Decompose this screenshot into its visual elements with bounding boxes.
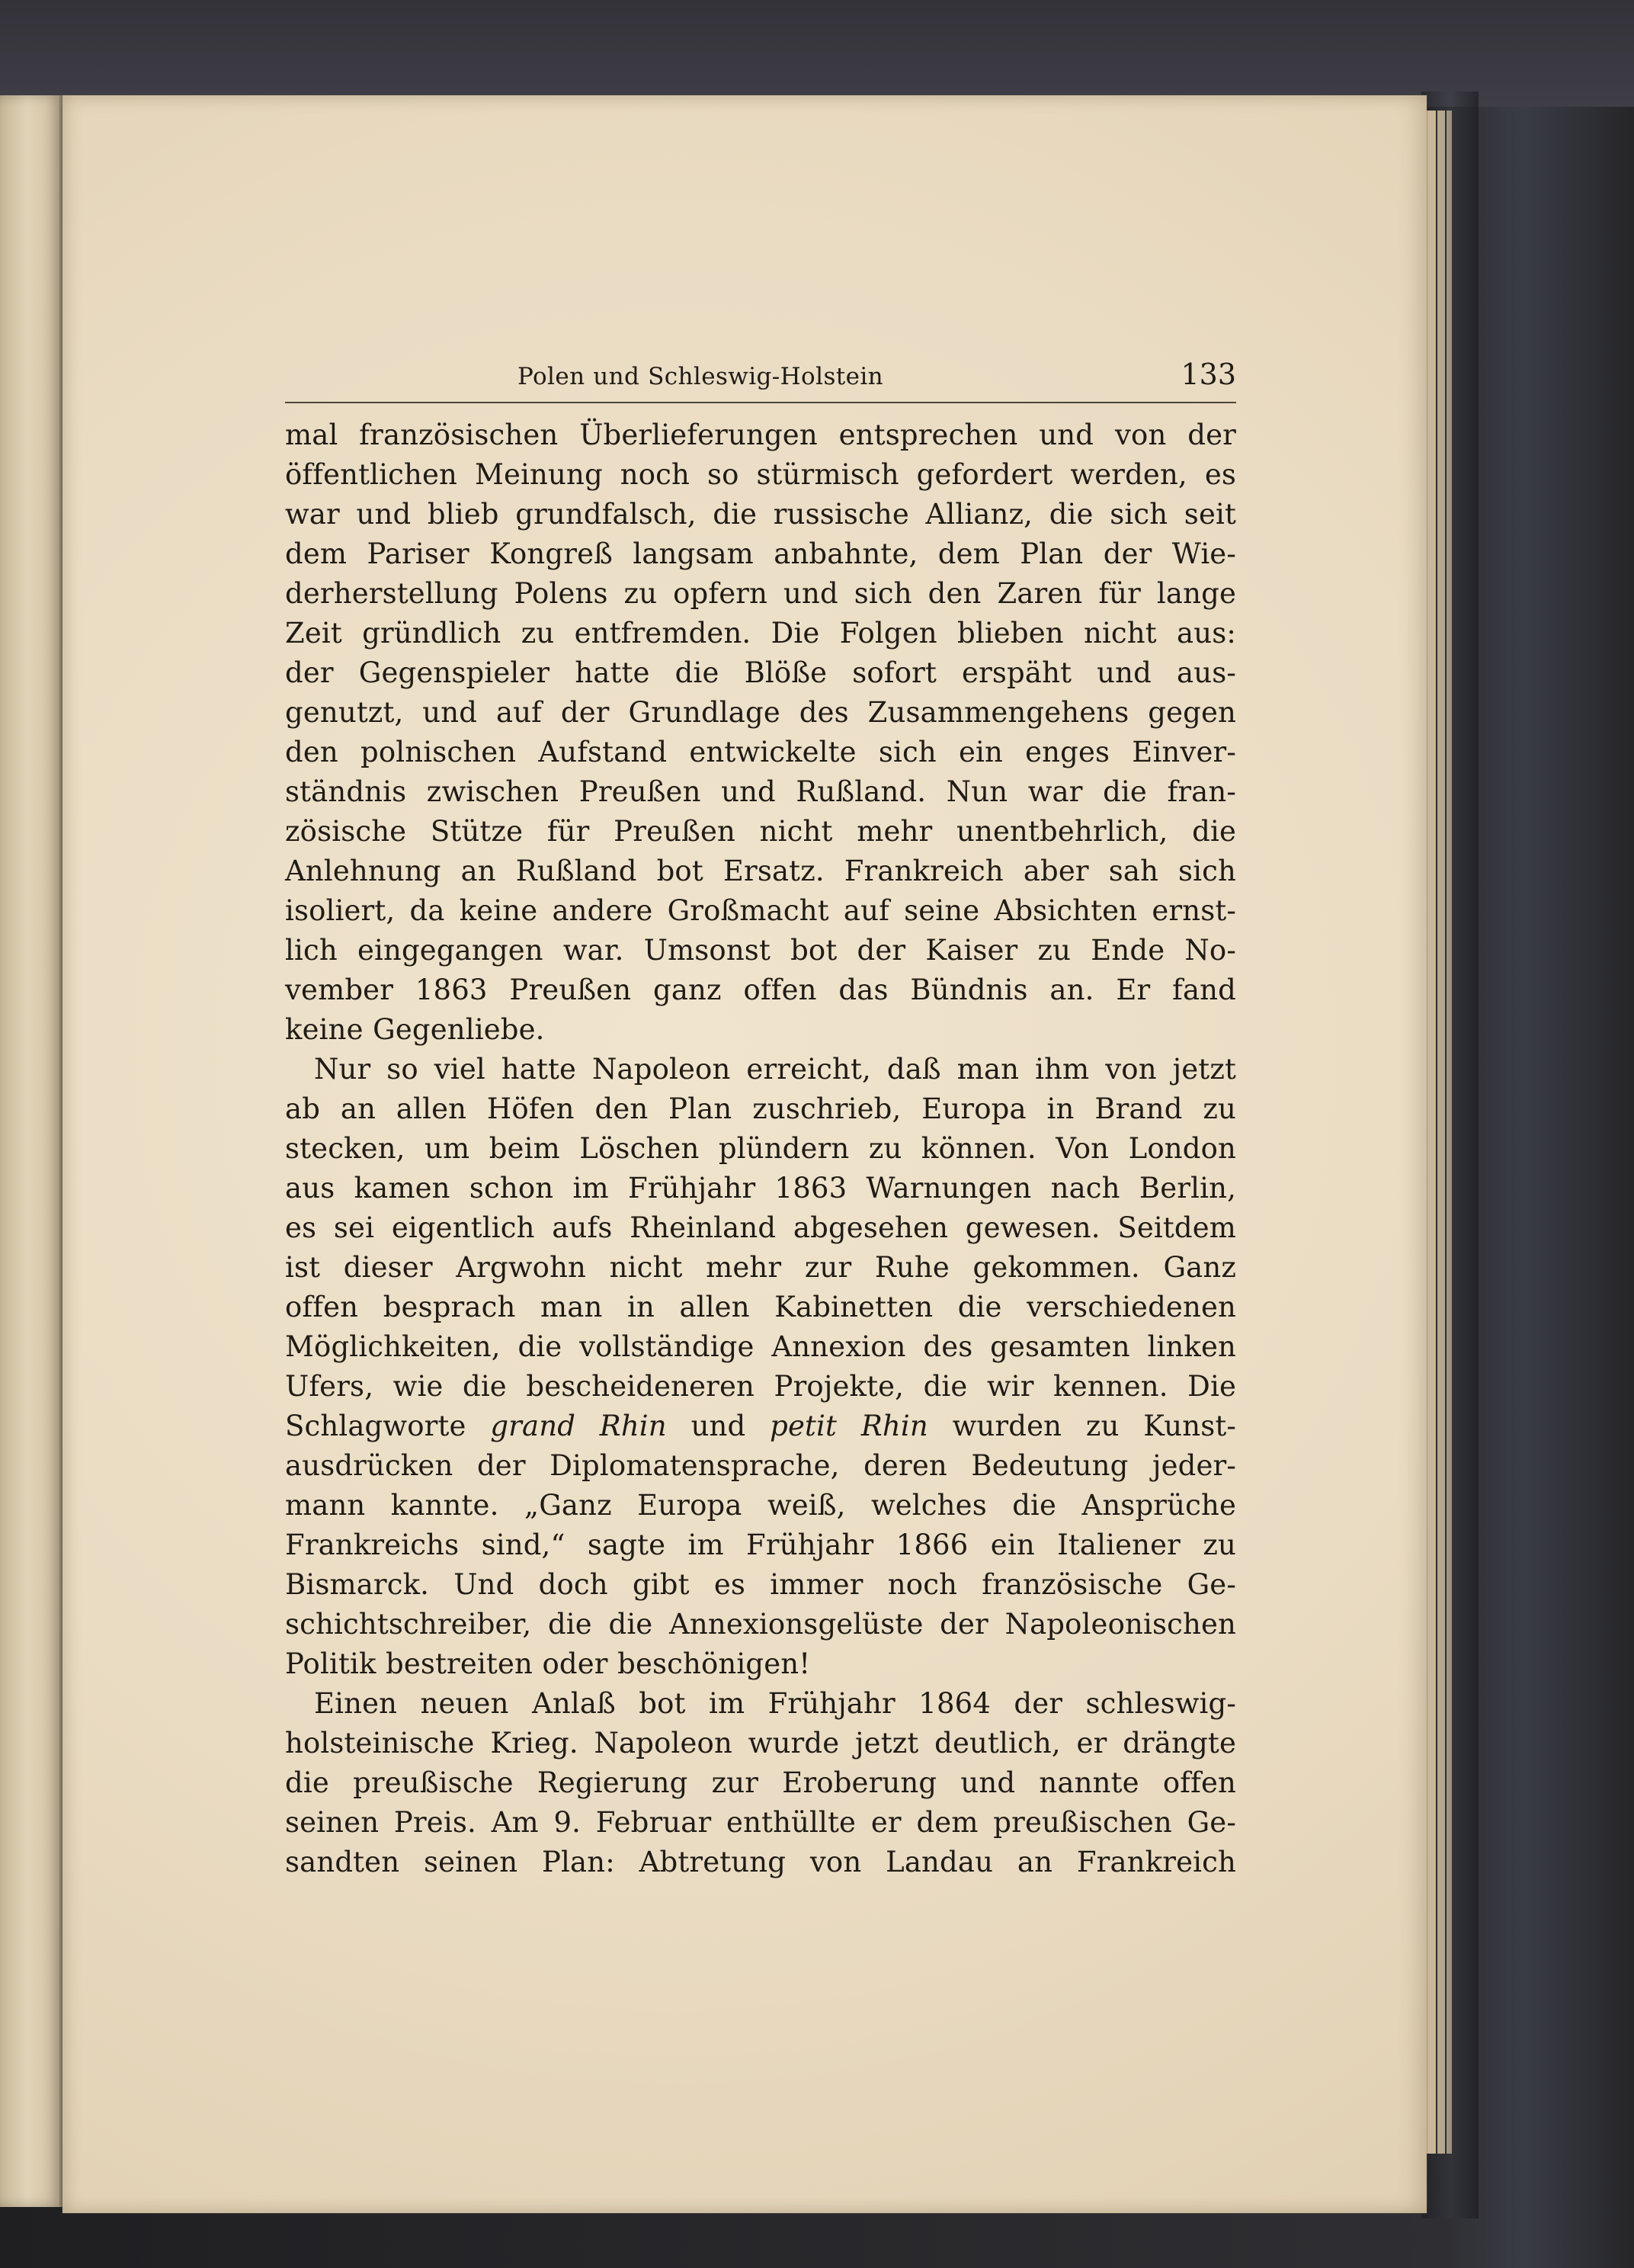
text-line-34: holsteinische Krieg. Napoleon wurde jetzt deutlich, er drängte bbox=[285, 1727, 1236, 1760]
text-line-35: die preußische Regierung zur Eroberung und nannte offen bbox=[285, 1766, 1236, 1799]
text-line-10: ständnis zwischen Preußen und Rußland. Nun war die fran- bbox=[285, 775, 1236, 808]
text-fragment: wurden zu Kunst- bbox=[952, 1410, 1237, 1442]
text-line-15: vember 1863 Preußen ganz offen das Bündnis an. Er fand bbox=[285, 974, 1236, 1006]
text-line-16: keine Gegenliebe. bbox=[285, 1013, 545, 1046]
text-line-2: öffentlichen Meinung noch so stürmisch gefordert werden, es bbox=[285, 458, 1236, 491]
text-line-14: lich eingegangen war. Umsonst bot der Kaiser zu Ende No- bbox=[285, 934, 1236, 967]
header-rule bbox=[285, 402, 1236, 403]
text-line-36: seinen Preis. Am 9. Februar enthüllte er dem preußischen Ge- bbox=[285, 1806, 1236, 1839]
text-line-18: ab an allen Höfen den Plan zuschrieb, Europa in Brand zu bbox=[285, 1092, 1236, 1125]
text-fragment: Schlagworte bbox=[285, 1410, 466, 1442]
text-line-11: zösische Stütze für Preußen nicht mehr unentbehrlich, die bbox=[285, 815, 1236, 848]
text-line-1: mal französischen Überlieferungen entsprechen und von der bbox=[285, 419, 1236, 451]
text-line-13: isoliert, da keine andere Großmacht auf seine Absichten ernst- bbox=[285, 894, 1236, 927]
text-line-30: Bismarck. Und doch gibt es immer noch französische Ge- bbox=[285, 1568, 1236, 1601]
text-line-25: Ufers, wie die bescheideneren Projekte, die wir kennen. Die bbox=[285, 1370, 1236, 1403]
text-line-9: den polnischen Aufstand entwickelte sich ein enges Einver- bbox=[285, 736, 1236, 768]
left-page-edge bbox=[0, 95, 61, 2207]
text-line-20: aus kamen schon im Frühjahr 1863 Warnungen nach Berlin, bbox=[285, 1172, 1236, 1205]
text-line-29: Frankreichs sind,“ sagte im Frühjahr 1866 ein Italiener zu bbox=[285, 1529, 1236, 1561]
text-line-24: Möglichkeiten, die vollständige Annexion des gesamten linken bbox=[285, 1330, 1236, 1363]
page-edge bbox=[1427, 111, 1436, 2154]
page-number: 133 bbox=[1181, 358, 1236, 391]
text-fragment: und bbox=[690, 1410, 746, 1442]
page-title: Polen und Schleswig-Holstein bbox=[517, 363, 884, 390]
text-line-7: der Gegenspieler hatte die Blöße sofort erspäht und aus- bbox=[285, 656, 1236, 689]
text-line-21: es sei eigentlich aufs Rheinland abgesehen gewesen. Seitdem bbox=[285, 1211, 1236, 1244]
text-line-37: sandten seinen Plan: Abtretung von Landau an Frankreich bbox=[285, 1846, 1236, 1878]
text-line-12: Anlehnung an Rußland bot Ersatz. Frankreich aber sah sich bbox=[285, 855, 1236, 887]
running-header bbox=[285, 359, 1236, 402]
text-line-4: dem Pariser Kongreß langsam anbahnte, dem Plan der Wie- bbox=[285, 537, 1236, 570]
book-cover-edge bbox=[0, 0, 1634, 107]
page-edge bbox=[1447, 111, 1452, 2154]
text-line-6: Zeit gründlich zu entfremden. Die Folgen blieben nicht aus: bbox=[285, 617, 1236, 650]
text-line-26 bbox=[285, 1407, 1236, 1446]
text-line-33: Einen neuen Anlaß bot im Frühjahr 1864 der schleswig- bbox=[314, 1687, 1236, 1720]
italic-term: grand Rhin bbox=[490, 1410, 667, 1442]
page-content bbox=[285, 359, 1236, 1882]
text-line-5: derherstellung Polens zu opfern und sich den Zaren für lange bbox=[285, 577, 1236, 610]
page-edge bbox=[1437, 111, 1445, 2154]
text-line-32: Politik bestreiten oder beschönigen! bbox=[285, 1647, 811, 1680]
text-line-3: war und blieb grundfalsch, die russische Allianz, die sich seit bbox=[285, 498, 1236, 531]
text-line-31: schichtschreiber, die die Annexionsgelüste der Napoleonischen bbox=[285, 1608, 1236, 1641]
text-line-19: stecken, um beim Löschen plündern zu können. Von London bbox=[285, 1132, 1236, 1165]
printed-page bbox=[62, 95, 1427, 2213]
text-line-23: offen besprach man in allen Kabinetten die verschiedenen bbox=[285, 1291, 1236, 1323]
text-line-27: ausdrücken der Diplomatensprache, deren Bedeutung jeder- bbox=[285, 1449, 1236, 1482]
italic-term: petit Rhin bbox=[770, 1410, 928, 1442]
text-line-28: mann kannte. „Ganz Europa weiß, welches die Ansprüche bbox=[285, 1489, 1236, 1522]
text-line-22: ist dieser Argwohn nicht mehr zur Ruhe gekommen. Ganz bbox=[285, 1251, 1236, 1284]
text-line-8: genutzt, und auf der Grundlage des Zusammengehens gegen bbox=[285, 696, 1236, 729]
text-line-17: Nur so viel hatte Napoleon erreicht, daß man ihm von jetzt bbox=[314, 1053, 1236, 1086]
